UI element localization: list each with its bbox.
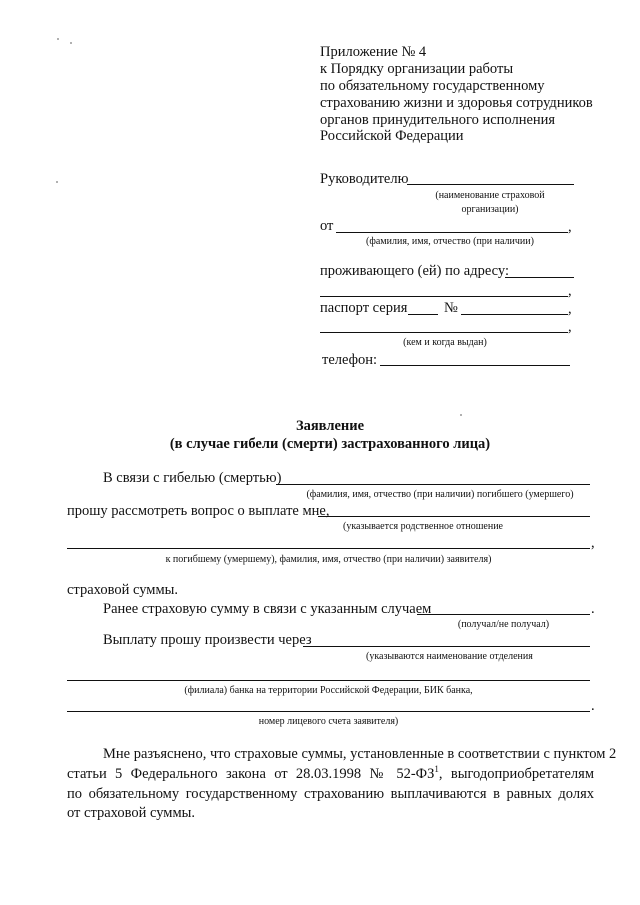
address-field-2[interactable] [320,296,568,297]
deceased-hint: (фамилия, имя, отчество (при наличии) погибшего (умершего) [306,489,574,500]
appendix-line: Российской Федерации [320,128,464,144]
comma: , [568,319,572,335]
period: . [591,698,595,714]
account-hint: номер лицевого счета заявителя) [258,716,399,727]
phone-field[interactable] [380,365,570,366]
passport-number-field[interactable] [461,314,568,315]
comma: , [568,219,572,235]
request-label: прошу рассмотреть вопрос о выплате мне, [67,503,330,519]
passport-series-field[interactable] [408,314,438,315]
appendix-line: страхованию жизни и здоровья сотрудников [320,95,593,111]
from-field[interactable] [336,232,568,233]
passport-number-label: № [444,300,458,316]
payout-hint: (указываются наименование отделения [366,651,533,662]
scan-speck [57,38,59,40]
phone-label: телефон: [322,352,378,368]
explain-line: Мне разъяснено, что страховые суммы, установленные в соответствии с пунктом 2 [103,746,617,762]
applicant-field[interactable] [67,548,590,549]
scan-speck [70,42,72,44]
issued-hint: (кем и когда выдан) [403,337,487,348]
to-label: Руководителю [320,171,409,187]
appendix-line: по обязательному государственному [320,78,545,94]
from-label: от [320,218,334,234]
appendix-line: органов принудительного исполнения [320,112,556,128]
death-label: В связи с гибелью (смертью) [103,470,282,486]
address-field[interactable] [505,277,574,278]
explain-text: статьи 5 Федерального закона от 28.03.1998 № 52-ФЗ [67,766,435,782]
explain-line: от страховой суммы. [67,805,196,821]
bank-field[interactable] [67,680,590,681]
period: . [591,601,595,617]
passport-label: паспорт серия [320,300,408,316]
account-field[interactable] [67,711,590,712]
previous-field[interactable] [417,614,590,615]
bank-hint: (филиала) банка на территории Российской Федерации, БИК банка, [184,685,473,696]
explain-line [67,766,594,783]
payout-label: Выплату прошу произвести через [103,632,312,648]
document-subtitle: (в случае гибели (смерти) застрахованного лица) [169,436,491,452]
payout-field[interactable] [303,646,590,647]
explain-line: по обязательному государственному страхованию выплачиваются в равных долях [67,786,594,802]
address-label: проживающего (ей) по адресу: [320,263,509,279]
comma: , [568,283,572,299]
comma: , [568,301,572,317]
scan-speck [460,414,462,416]
passport-issued-field[interactable] [320,332,568,333]
appendix-line: к Порядку организации работы [320,61,514,77]
to-hint: организации) [461,204,519,215]
from-hint: (фамилия, имя, отчество (при наличии) [366,236,534,247]
to-hint: (наименование страховой [435,190,545,201]
document-title: Заявление [295,418,365,434]
to-field[interactable] [407,184,574,185]
relation-hint-2: к погибшему (умершему), фамилия, имя, отчество (при наличии) заявителя) [165,554,492,565]
previous-hint: (получал/не получал) [457,619,550,630]
footnote-mark: 1 [434,764,439,775]
sum-text: страховой суммы. [67,582,178,598]
relation-field[interactable] [318,516,590,517]
scan-speck [56,181,58,183]
appendix-line: Приложение № 4 [320,44,427,60]
relation-hint: (указывается родственное отношение [343,521,503,532]
explain-text: , выгодоприобретателям [438,766,594,782]
previous-label: Ранее страховую сумму в связи с указанным случаем [103,601,432,617]
deceased-name-field[interactable] [276,484,590,485]
comma: , [591,535,595,551]
